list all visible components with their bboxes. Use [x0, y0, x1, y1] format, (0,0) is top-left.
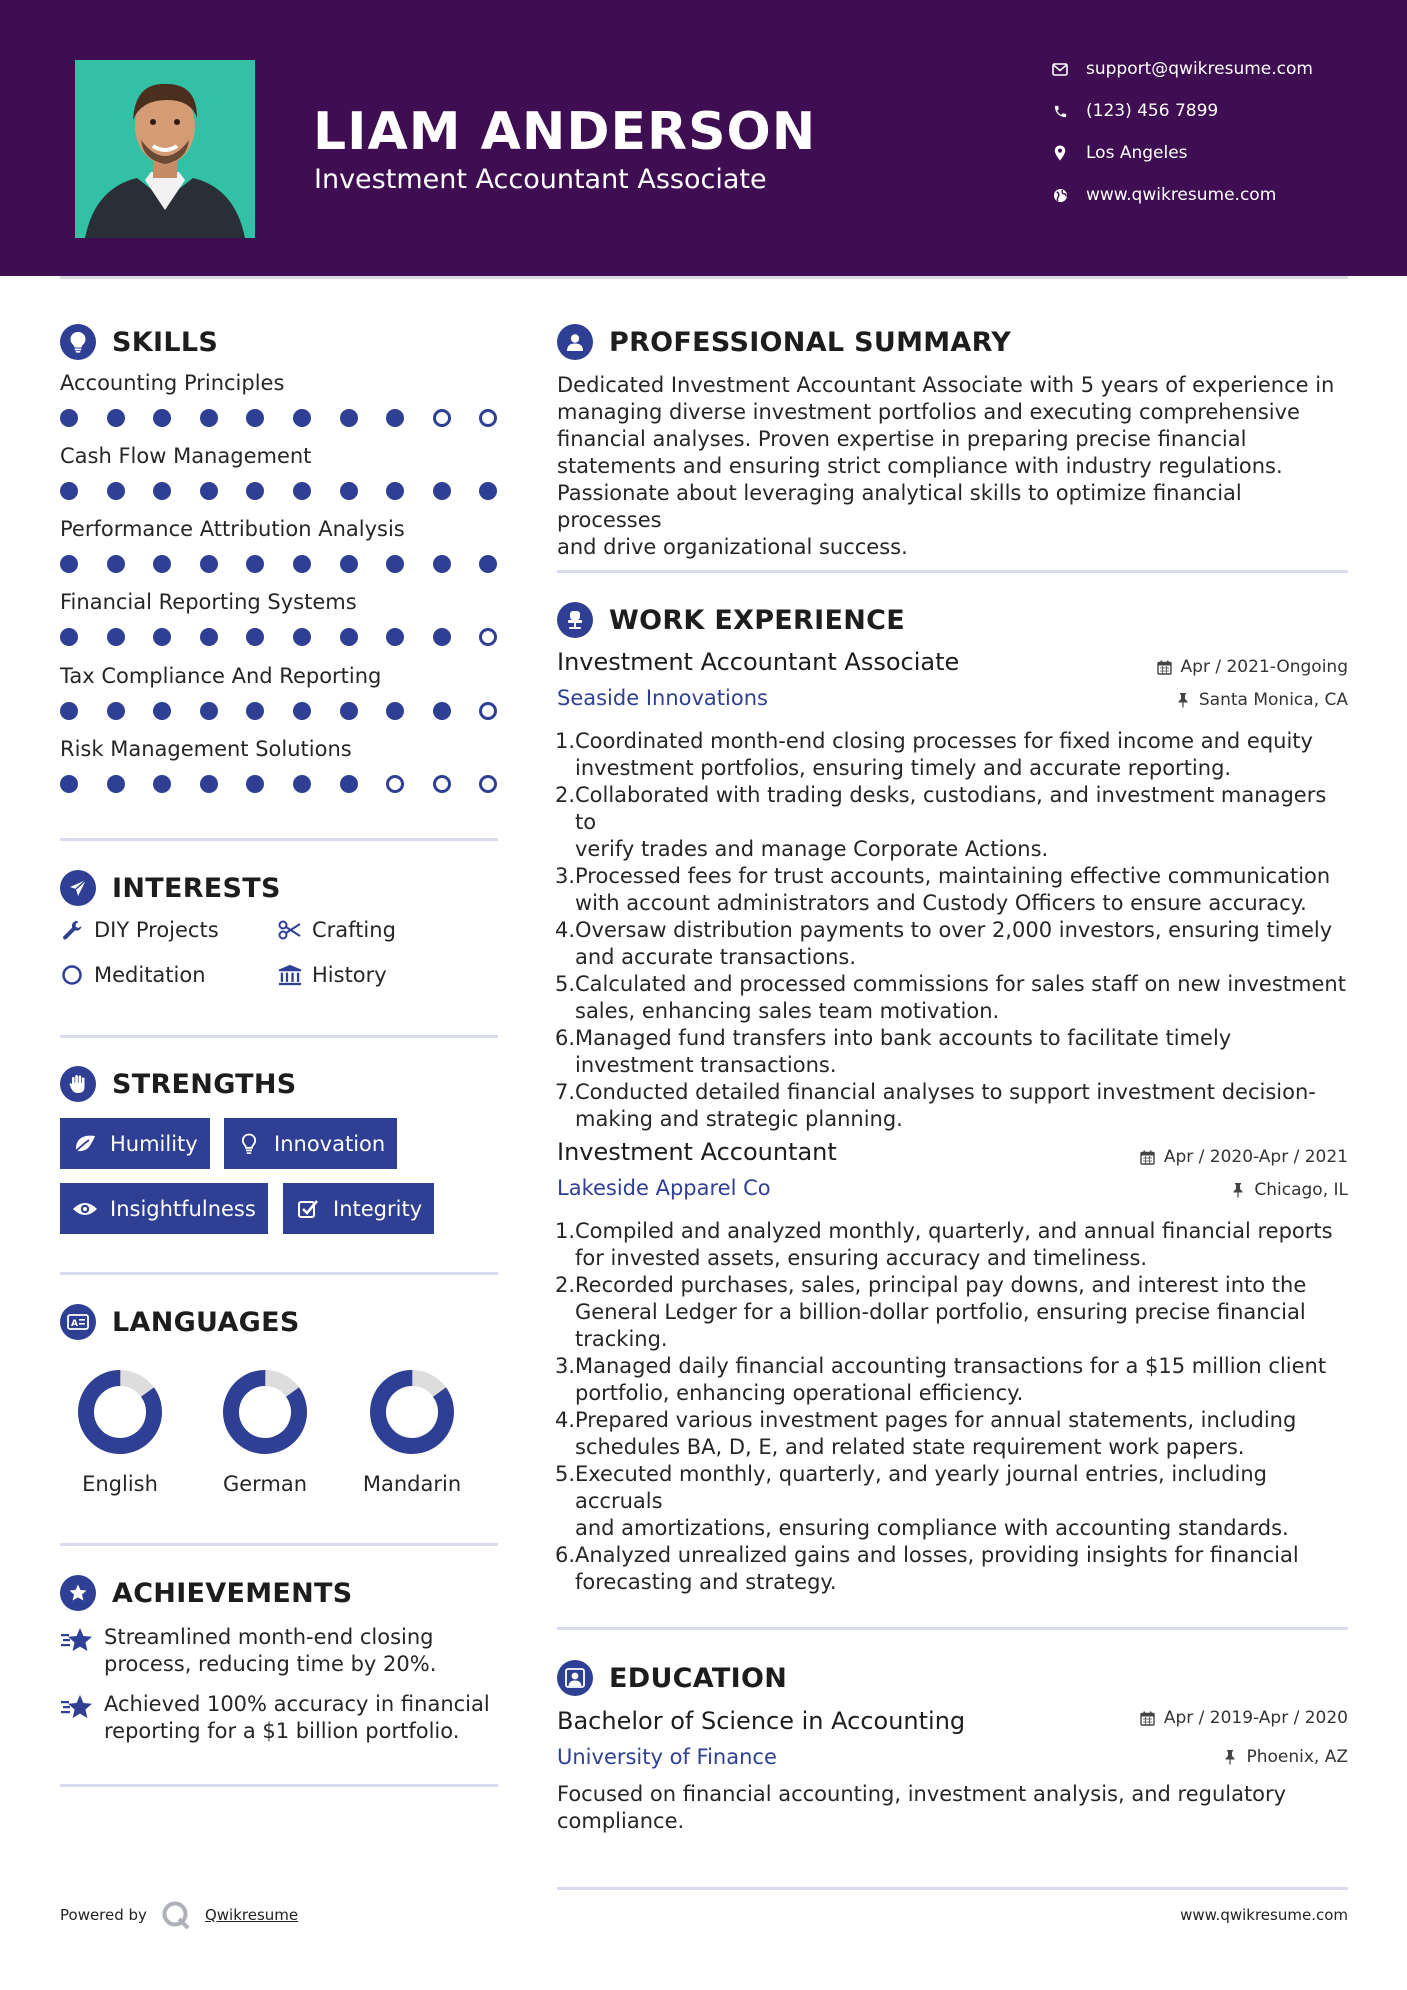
- job-bullet: [552, 782, 1352, 863]
- language-donut: [195, 1366, 335, 1466]
- candidate-name: LIAM ANDERSON: [313, 102, 817, 162]
- skill-name: Accounting Principles: [60, 371, 285, 395]
- skill-rating: [60, 775, 500, 795]
- skill-name: Performance Attribution Analysis: [60, 517, 405, 541]
- rating-dot-filled: [386, 628, 404, 646]
- education-location: [1222, 1747, 1348, 1767]
- job-dates: [1157, 657, 1348, 677]
- rating-dot-filled: [200, 628, 218, 646]
- skill-rating: [60, 482, 500, 502]
- rating-dot-filled: [246, 409, 264, 427]
- achievement-item: [60, 1624, 500, 1678]
- strength-tag: [60, 1118, 210, 1169]
- rating-dot-filled: [293, 628, 311, 646]
- contact-location: [1050, 142, 1188, 164]
- rating-dot-filled: [200, 702, 218, 720]
- circle-icon: [60, 963, 84, 987]
- skills-heading: [60, 324, 218, 360]
- section-divider: [557, 1627, 1348, 1630]
- job-bullet: [552, 1407, 1352, 1461]
- bullet-number: 2.: [554, 1273, 575, 1297]
- contact-email-text: support@qwikresume.com: [1086, 59, 1313, 79]
- job-location: [1175, 690, 1348, 710]
- bullet-line: Prepared various investment pages for annual statements, including: [575, 1408, 1297, 1432]
- bullet-number: 6.: [554, 1543, 575, 1567]
- bullet-line: Recorded purchases, sales, principal pay downs, and interest into the: [575, 1273, 1307, 1297]
- language-donut-fill: [365, 1366, 460, 1459]
- summary-heading: [557, 324, 1011, 360]
- bullet-line: Compiled and analyzed monthly, quarterly, and annual financial reports: [575, 1219, 1333, 1243]
- rating-dot-filled: [340, 555, 358, 573]
- job-location: [1230, 1180, 1348, 1200]
- strength-tag: [60, 1183, 268, 1234]
- pushpin-icon: [1175, 692, 1191, 708]
- rating-dot-filled: [386, 482, 404, 500]
- rating-dot-filled: [153, 409, 171, 427]
- summary-line: managing diverse investment portfolios and executing comprehensive: [557, 400, 1300, 424]
- bullet-line: Analyzed unrealized gains and losses, providing insights for financial: [575, 1543, 1299, 1567]
- rating-dot-filled: [107, 482, 125, 500]
- bullet-line: and accurate transactions.: [575, 945, 857, 969]
- rating-dot-filled: [340, 409, 358, 427]
- contact-email[interactable]: [1050, 58, 1313, 80]
- rating-dot-filled: [293, 702, 311, 720]
- rating-dot-filled: [107, 409, 125, 427]
- bullet-number: 6.: [554, 1026, 575, 1050]
- museum-icon: [278, 963, 302, 987]
- rating-dot-filled: [479, 482, 497, 500]
- language-label: English: [82, 1472, 158, 1496]
- summary-line: statements and ensuring strict compliance with industry regulations.: [557, 454, 1283, 478]
- bullet-text: [575, 1218, 1333, 1272]
- rating-dot-filled: [340, 628, 358, 646]
- rating-dot-filled: [246, 775, 264, 793]
- education-location-text: Phoenix, AZ: [1246, 1747, 1348, 1767]
- rating-dot-filled: [433, 482, 451, 500]
- interest-label: History: [312, 963, 387, 987]
- rating-dot-filled: [386, 409, 404, 427]
- section-divider: [60, 1272, 498, 1275]
- bullet-text: [575, 1407, 1296, 1461]
- job-bullet: [552, 1353, 1352, 1407]
- bullet-line: with account administrators and Custody Officers to ensure accuracy.: [575, 891, 1307, 915]
- achievement-line: reporting for a $1 billion portfolio.: [104, 1719, 460, 1743]
- rating-dot-filled: [386, 702, 404, 720]
- experience-heading: [557, 602, 905, 638]
- contact-website[interactable]: [1050, 184, 1276, 206]
- skills-heading-text: SKILLS: [112, 326, 219, 358]
- school-name: University of Finance: [557, 1745, 777, 1769]
- bullet-line: verify trades and manage Corporate Actions.: [575, 837, 1049, 861]
- bullet-text: [575, 1025, 1231, 1079]
- section-divider: [557, 570, 1348, 573]
- user-icon: [557, 324, 593, 360]
- rating-dot-filled: [200, 409, 218, 427]
- graduate-icon: [557, 1660, 593, 1696]
- interest-item: [60, 918, 219, 942]
- bullet-number: 3.: [554, 864, 575, 888]
- summary-line: Passionate about leveraging analytical skills to optimize financial processes: [557, 481, 1242, 532]
- rating-dot-filled: [60, 775, 78, 793]
- rating-dot-filled: [200, 775, 218, 793]
- job-company: Seaside Innovations: [557, 686, 768, 710]
- rating-dot-filled: [293, 409, 311, 427]
- rating-dot-filled: [386, 555, 404, 573]
- bullet-line: General Ledger for a billion-dollar portfolio, ensuring precise financial: [575, 1300, 1306, 1324]
- bullet-text: [575, 1353, 1326, 1407]
- rating-dot-empty: [386, 775, 404, 793]
- summary-line: financial analyses. Proven expertise in preparing precise financial: [557, 427, 1247, 451]
- interests-heading-text: INTERESTS: [112, 872, 281, 904]
- scissors-icon: [278, 918, 302, 942]
- degree-title: Bachelor of Science in Accounting: [557, 1707, 966, 1735]
- rating-dot-filled: [107, 628, 125, 646]
- achievement-line: Streamlined month-end closing: [104, 1625, 434, 1649]
- strength-tag: [224, 1118, 397, 1169]
- rating-dot-filled: [153, 628, 171, 646]
- strength-label: Integrity: [333, 1196, 423, 1221]
- education-line: compliance.: [557, 1809, 685, 1833]
- job-dates-text: Apr / 2021-Ongoing: [1180, 657, 1348, 677]
- rating-dot-filled: [107, 775, 125, 793]
- interest-item: [60, 963, 206, 987]
- bullet-line: Conducted detailed financial analyses to support investment decision-: [575, 1080, 1316, 1104]
- profile-photo: [75, 60, 255, 238]
- bullet-line: Calculated and processed commissions for sales staff on new investment: [575, 972, 1346, 996]
- hand-icon: [60, 1066, 96, 1102]
- interest-label: DIY Projects: [94, 918, 219, 942]
- pushpin-icon: [1230, 1182, 1246, 1198]
- bullet-line: for invested assets, ensuring accuracy and timeliness.: [575, 1246, 1148, 1270]
- job-bullet: [552, 1272, 1352, 1353]
- bullet-number: 5.: [554, 972, 575, 996]
- interest-label: Crafting: [312, 918, 396, 942]
- job-location-text: Santa Monica, CA: [1198, 690, 1348, 710]
- interest-label: Meditation: [94, 963, 206, 987]
- section-divider: [60, 1543, 498, 1546]
- job-company: Lakeside Apparel Co: [557, 1176, 771, 1200]
- qwikresume-link[interactable]: Qwikresume: [204, 1906, 299, 1924]
- calendar-icon: [1157, 659, 1173, 675]
- contact-location-text: Los Angeles: [1086, 143, 1188, 163]
- strength-label: Innovation: [274, 1131, 386, 1156]
- rating-dot-filled: [479, 555, 497, 573]
- section-divider: [60, 838, 498, 841]
- job-bullets: [552, 1218, 1352, 1596]
- language-label: German: [222, 1472, 308, 1496]
- job-bullet: [552, 1542, 1352, 1596]
- language-gauge: [342, 1366, 482, 1470]
- language-donut: [342, 1366, 482, 1466]
- bullet-text: [575, 1272, 1306, 1353]
- interests-heading: [60, 870, 281, 906]
- powered-by-text: Powered by: [60, 1906, 147, 1924]
- bullet-text: [575, 1079, 1316, 1133]
- strength-tag: [283, 1183, 434, 1234]
- rating-dot-empty: [479, 775, 497, 793]
- job-location-text: Chicago, IL: [1254, 1180, 1348, 1200]
- bullet-number: 2.: [554, 783, 575, 807]
- language-donut: [50, 1366, 190, 1466]
- svg-text:A: A: [71, 1319, 79, 1329]
- language-gauge: [195, 1366, 335, 1470]
- skill-name: Financial Reporting Systems: [60, 590, 357, 614]
- skill-rating: [60, 555, 500, 575]
- bullet-line: Coordinated month-end closing processes for fixed income and equity: [575, 729, 1313, 753]
- resume-header: [0, 0, 1407, 276]
- rating-dot-filled: [433, 555, 451, 573]
- rating-dot-filled: [60, 409, 78, 427]
- language-label: Mandarin: [362, 1472, 462, 1496]
- office-chair-icon: [557, 602, 593, 638]
- rating-dot-filled: [433, 702, 451, 720]
- achievements-heading-text: ACHIEVEMENTS: [112, 1577, 353, 1609]
- job-bullet: [552, 917, 1352, 971]
- bullet-text: [575, 917, 1332, 971]
- strengths-heading-text: STRENGTHS: [112, 1068, 297, 1100]
- job-bullet: [552, 1025, 1352, 1079]
- rating-dot-filled: [293, 775, 311, 793]
- paper-plane-icon: [60, 870, 96, 906]
- rating-dot-filled: [340, 482, 358, 500]
- rating-dot-filled: [246, 628, 264, 646]
- qwikresume-logo-icon: [161, 1900, 191, 1930]
- rating-dot-filled: [107, 555, 125, 573]
- languages-heading-text: LANGUAGES: [112, 1306, 300, 1338]
- bullet-line: Executed monthly, quarterly, and yearly journal entries, including accruals: [575, 1462, 1267, 1513]
- skill-name: Cash Flow Management: [60, 444, 312, 468]
- interest-item: [278, 963, 387, 987]
- job-bullet: [552, 728, 1352, 782]
- rating-dot-filled: [246, 555, 264, 573]
- bullet-line: making and strategic planning.: [575, 1107, 903, 1131]
- job-bullet: [552, 1079, 1352, 1133]
- summary-line: and drive organizational success.: [557, 535, 908, 559]
- pushpin-icon: [1222, 1749, 1238, 1765]
- rating-dot-filled: [246, 702, 264, 720]
- rating-dot-filled: [246, 482, 264, 500]
- star-badge-icon: [60, 1575, 96, 1611]
- bullet-line: Oversaw distribution payments to over 2,000 investors, ensuring timely: [575, 918, 1333, 942]
- education-heading: [557, 1660, 787, 1696]
- experience-heading-text: WORK EXPERIENCE: [609, 604, 905, 636]
- candidate-role: Investment Accountant Associate: [314, 164, 767, 195]
- header-divider: [60, 276, 1348, 279]
- contact-phone-text: (123) 456 7899: [1086, 101, 1219, 121]
- skill-rating: [60, 702, 500, 722]
- achievements-heading: [60, 1575, 353, 1611]
- bullet-line: tracking.: [575, 1327, 668, 1351]
- strength-label: Insightfulness: [110, 1196, 256, 1221]
- rating-dot-filled: [153, 775, 171, 793]
- bullet-line: investment transactions.: [575, 1053, 837, 1077]
- lightbulb-icon: [236, 1132, 262, 1156]
- bullet-line: Managed fund transfers into bank accounts to facilitate timely: [575, 1026, 1232, 1050]
- skill-name: Risk Management Solutions: [60, 737, 352, 761]
- wrench-icon: [60, 918, 84, 942]
- job-bullets: [552, 728, 1352, 1133]
- rating-dot-filled: [200, 555, 218, 573]
- rating-dot-filled: [433, 628, 451, 646]
- calendar-icon: [1140, 1710, 1156, 1726]
- rating-dot-filled: [340, 775, 358, 793]
- bullet-number: 1.: [554, 1219, 575, 1243]
- strengths-heading: [60, 1066, 297, 1102]
- bullet-line: and amortizations, ensuring compliance with accounting standards.: [575, 1516, 1289, 1540]
- language-donut-fill: [218, 1366, 313, 1459]
- education-dates: [1140, 1708, 1348, 1728]
- job-dates: [1140, 1147, 1348, 1167]
- bullet-number: 4.: [554, 918, 575, 942]
- rating-dot-filled: [293, 555, 311, 573]
- checkbox-icon: [295, 1197, 321, 1221]
- rating-dot-filled: [60, 555, 78, 573]
- job-dates-text: Apr / 2020-Apr / 2021: [1163, 1147, 1348, 1167]
- bullet-line: Managed daily financial accounting transactions for a $15 million client: [575, 1354, 1327, 1378]
- rating-dot-filled: [153, 555, 171, 573]
- bullet-line: Processed fees for trust accounts, maintaining effective communication: [575, 864, 1331, 888]
- bullet-text: [575, 728, 1313, 782]
- rating-dot-filled: [340, 702, 358, 720]
- bullet-number: 3.: [554, 1354, 575, 1378]
- achievement-item: [60, 1691, 500, 1745]
- rating-dot-empty: [433, 409, 451, 427]
- summary-line: Dedicated Investment Accountant Associate with 5 years of experience in: [557, 373, 1335, 397]
- strength-label: Humility: [110, 1131, 198, 1156]
- language-card-icon: [60, 1304, 96, 1340]
- globe-icon: [1050, 185, 1070, 205]
- bullet-number: 5.: [554, 1462, 575, 1486]
- section-divider: [60, 1035, 498, 1038]
- achievement-line: Achieved 100% accuracy in financial: [104, 1692, 490, 1716]
- bullet-text: [575, 971, 1346, 1025]
- rating-dot-empty: [479, 409, 497, 427]
- footer-website[interactable]: www.qwikresume.com: [1180, 1906, 1348, 1924]
- rating-dot-filled: [153, 702, 171, 720]
- leaf-icon: [72, 1132, 98, 1156]
- bullet-text: [575, 863, 1330, 917]
- skill-rating: [60, 628, 500, 648]
- envelope-icon: [1050, 59, 1070, 79]
- bullet-line: sales, enhancing sales team motivation.: [575, 999, 1000, 1023]
- skill-name: Tax Compliance And Reporting: [60, 664, 382, 688]
- bullet-text: [575, 1542, 1299, 1596]
- education-description: [557, 1781, 1347, 1835]
- bullet-text: [575, 1461, 1352, 1542]
- bullet-text: [575, 782, 1352, 863]
- powered-by: [60, 1900, 298, 1930]
- bullet-line: forecasting and strategy.: [575, 1570, 837, 1594]
- education-line: Focused on financial accounting, investment analysis, and regulatory: [557, 1782, 1287, 1806]
- section-divider: [557, 1887, 1348, 1890]
- education-heading-text: EDUCATION: [609, 1662, 788, 1694]
- lightbulb-icon: [60, 324, 96, 360]
- education-dates-text: Apr / 2019-Apr / 2020: [1163, 1708, 1348, 1728]
- rating-dot-empty: [479, 702, 497, 720]
- rating-dot-filled: [60, 628, 78, 646]
- language-donut-fill: [73, 1366, 168, 1459]
- rating-dot-filled: [60, 702, 78, 720]
- rating-dot-filled: [153, 482, 171, 500]
- bullet-number: 1.: [554, 729, 575, 753]
- rating-dot-filled: [60, 482, 78, 500]
- contact-website-text: www.qwikresume.com: [1086, 185, 1277, 205]
- job-bullet: [552, 863, 1352, 917]
- section-divider: [60, 1784, 498, 1787]
- interest-item: [278, 918, 396, 942]
- eye-icon: [72, 1197, 98, 1221]
- job-title: Investment Accountant: [557, 1138, 837, 1166]
- job-bullet: [552, 1461, 1352, 1542]
- rating-dot-filled: [293, 482, 311, 500]
- map-pin-icon: [1050, 143, 1070, 163]
- language-gauge: [50, 1366, 190, 1470]
- star-icon: [60, 1626, 96, 1656]
- bullet-number: 7.: [554, 1080, 575, 1104]
- job-title: Investment Accountant Associate: [557, 648, 960, 676]
- rating-dot-filled: [200, 482, 218, 500]
- summary-text: [557, 372, 1347, 561]
- bullet-line: portfolio, enhancing operational efficiency.: [575, 1381, 1024, 1405]
- star-icon: [60, 1693, 96, 1723]
- contact-phone[interactable]: [1050, 100, 1218, 122]
- rating-dot-empty: [433, 775, 451, 793]
- bullet-number: 4.: [554, 1408, 575, 1432]
- calendar-icon: [1140, 1149, 1156, 1165]
- languages-heading: [60, 1304, 300, 1340]
- achievement-line: process, reducing time by 20%.: [104, 1652, 437, 1676]
- job-bullet: [552, 971, 1352, 1025]
- job-bullet: [552, 1218, 1352, 1272]
- rating-dot-empty: [479, 628, 497, 646]
- bullet-line: Collaborated with trading desks, custodians, and investment managers to: [575, 783, 1327, 834]
- summary-heading-text: PROFESSIONAL SUMMARY: [609, 326, 1012, 358]
- bullet-line: investment portfolios, ensuring timely and accurate reporting.: [575, 756, 1232, 780]
- bullet-line: schedules BA, D, E, and related state requirement work papers.: [575, 1435, 1245, 1459]
- rating-dot-filled: [107, 702, 125, 720]
- phone-icon: [1050, 101, 1070, 121]
- skill-rating: [60, 409, 500, 429]
